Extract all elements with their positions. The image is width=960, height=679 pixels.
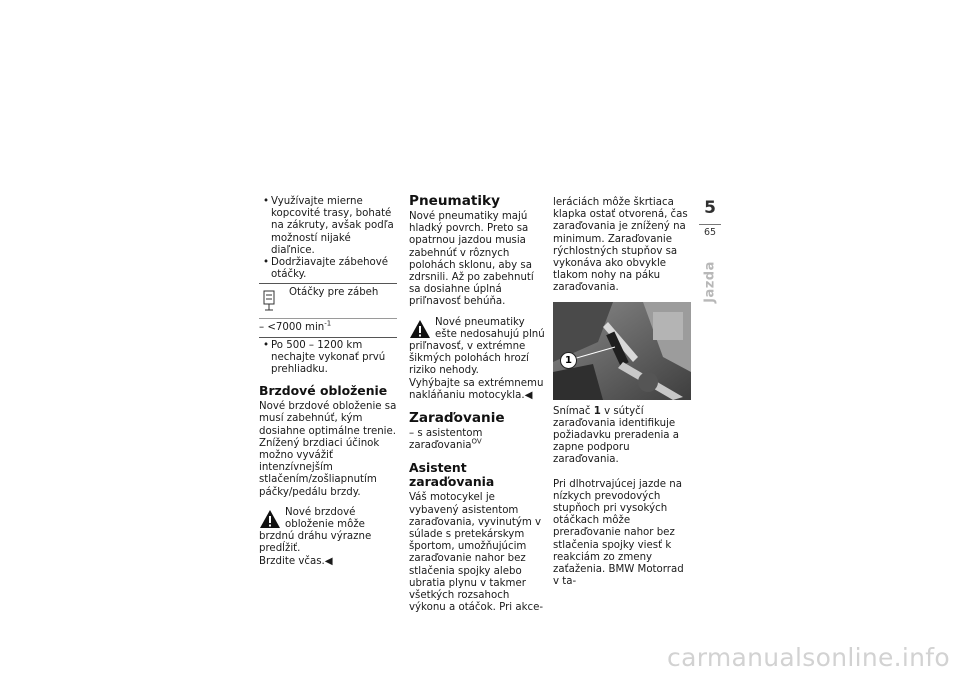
column-middle (409, 194, 547, 614)
brakes-end-text: Brzdite včas.◀ (259, 555, 333, 567)
bullet-winding-roads: • Využívajte mierne kopcovité trasy, bohaté na zákruty, avšak podľa možností nijaké diaľnice. (259, 196, 397, 257)
warning-triangle-icon (259, 509, 281, 529)
watermark: carmanualsonline.info (667, 643, 950, 672)
break-in-rpm-value: – <7000 $\min^{-1}$ (259, 320, 332, 334)
tyres-heading: Pneumatiky (409, 193, 500, 209)
continued-text: leráciách môže škrtiaca klapka ostať otvorená, čas zaraďovania je znížený na minimum. Zaraďovanie rýchlostných stupňov sa vykonáva ako obvykle tlakom nohy na páku zaraďovania. (553, 197, 688, 294)
engine-rpm-icon (262, 290, 276, 312)
break-in-rpm-table-header (259, 284, 397, 319)
column-right (553, 197, 691, 588)
brakes-heading: Brzdové obloženie (259, 383, 388, 399)
chapter-divider (699, 224, 721, 225)
tyres-text: Nové pneumatiky majú hladký povrch. Preto sa opatrnou jazdou musia zabehnúť v rôznych polohách sklonu, aby sa zdrsnili. Až po zabehnutí sa dosiahne úplná priľnavosť behúňa. (409, 211, 534, 308)
bullet-break-in-rpm: • Dodržiavajte zábehové otáčky. (259, 257, 397, 281)
brakes-warning-block (259, 507, 397, 556)
photo-caption: Snímač 1 v sútyčí zaraďovania identifikuje požiadavku preradenia a zapne podporu zaraďovania. (553, 405, 680, 466)
tyres-warning-text: Nové pneumatiky ešte nedosahujú plnú priľnavosť, v extrémne šikmých polohách hrozí riziko nehody. (409, 316, 545, 377)
end-marker-icon: ◀ (524, 389, 533, 401)
shifting-heading: Zaraďovanie (409, 410, 505, 427)
low-gear-text: Pri dlhotrvajúcej jazde na nízkych prevodových stupňoch pri vysokých otáčkach môže preraďovanie nahor bez stlačenia spojky viesť k reakciám zo zmeny zaťaženia. BMW Motorrad v ta- (553, 478, 684, 588)
shifting-item: – s asistentom zaraďovania$^{OV}$ (409, 428, 483, 452)
shift-sensor-illustration (553, 302, 691, 400)
page-number: 65 (703, 227, 717, 238)
photo-callout-1: 1 (560, 352, 577, 369)
brakes-warning-text: Nové brzdové obloženie môže brzdnú dráhu výrazne predĺžiť. (259, 506, 372, 555)
warning-triangle-icon (409, 319, 431, 339)
assistant-text: Váš motocykel je vybavený asistentom zaraďovania, vyvinutým v súlade s pretekárskym športom, umožňujúcim zaraďovanie nahor bez stlačenia spojky alebo ubratia plynu v takmer všetkých rozsahoch výkonu a otáčok. Pri akce- (409, 492, 544, 614)
assistant-heading: Asistent zaraďovania (409, 460, 495, 490)
brakes-text: Nové brzdové obloženie sa musí zabehnúť, kým dosiahne optimálne trenie. Znížený brzdiaci účinok možno vyvážiť intenzívnejším stlačením/zošliapnutím páčky/pedálu brzdy. (259, 401, 397, 498)
chapter-title-vertical: Jazda (702, 261, 718, 303)
bullet-first-inspection: • Po 500 – 1200 km nechajte vykonať prvú prehliadku. (259, 340, 397, 377)
shift-sensor-photo (553, 302, 691, 400)
tyres-warning-block (409, 317, 547, 378)
break-in-rpm-table (259, 283, 397, 337)
tyres-end-text: Vyhýbajte sa extrémnemu nakláňaniu motocykla.◀ (409, 377, 544, 401)
chapter-number: 5 (704, 198, 716, 218)
column-left (259, 196, 397, 568)
end-marker-icon: ◀ (324, 555, 333, 567)
break-in-rpm-label: Otáčky pre zábeh (289, 287, 379, 299)
